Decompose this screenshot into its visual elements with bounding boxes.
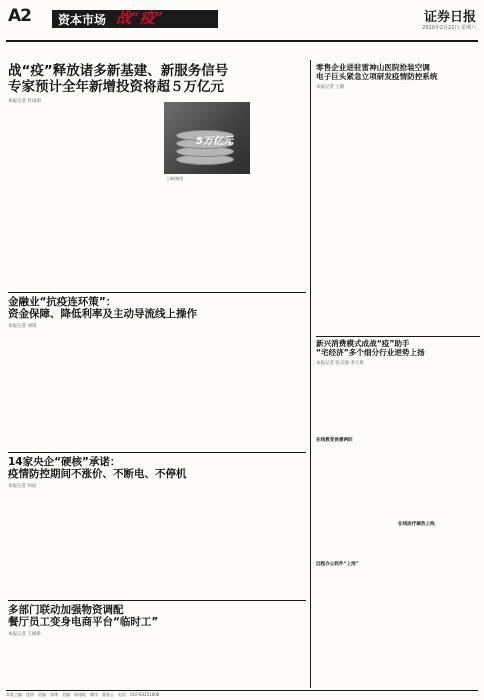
coins-photo [164, 102, 250, 174]
story-air-conditioning [316, 64, 480, 90]
text-column [84, 332, 154, 450]
lead-story-body-mid [164, 186, 252, 288]
text-column [160, 640, 230, 688]
lead-story [8, 64, 298, 104]
story-finance-body [8, 332, 306, 450]
lead-story-body-left [8, 106, 158, 288]
story-divider [8, 292, 306, 293]
text-column [316, 368, 392, 688]
headline-line-2: 疫情防控期间不涨价、不断电、不停机 [8, 468, 187, 481]
text-column [236, 332, 306, 450]
text-column [8, 640, 78, 688]
story-headline [316, 64, 480, 82]
headline-line-2: “宅经济”多个细分行业逆势上扬 [316, 347, 425, 357]
headline-line-1: 新兴消费模式成战“疫”助手 [316, 339, 410, 348]
text-column [401, 94, 480, 330]
story-divider [8, 452, 306, 453]
section-emphasis: 战“疫” [116, 9, 164, 27]
photo-caption: 王琳/制图 [166, 176, 184, 181]
headline-line-1: 14家央企“硬核”承诺： [8, 456, 121, 468]
text-column [256, 100, 306, 288]
headline-line-2: 资金保障、降低利率及主动导流线上操作 [8, 308, 197, 321]
story-logistics [8, 604, 306, 637]
headline-line-2: 电子巨头紧急立项研发疫情防控系统 [316, 71, 438, 81]
headline-line-1: 金融业“抗疫连环策”： [8, 296, 117, 308]
text-column [8, 494, 78, 594]
text-column [84, 494, 154, 594]
page-header [6, 4, 478, 42]
headline-line-2: 餐厅员工变身电商平台“临时工” [8, 616, 159, 629]
lead-story-headline [8, 64, 298, 96]
headline-line-1: 战“疫”释放诸多新基建、新服务信号 [8, 63, 229, 79]
photo-overlay-text: 5万亿元 [196, 136, 233, 147]
headline-line-2: 专家预计全年新增投资将超５万亿元 [8, 78, 224, 95]
story-headline [316, 340, 480, 358]
page-footer: 本版主编：沈明 责编：张博 美编：崔建岐 制作：董春云 电话：010-83251808 [6, 690, 478, 698]
headline-line-1: 多部门联动加强物资调配 [8, 604, 124, 616]
story-air-conditioning-body [316, 94, 480, 330]
story-soe-body [8, 494, 306, 594]
story-byline: 本报记者 何辰 [8, 483, 37, 489]
story-byline: 本报记者 王鹤 [316, 84, 345, 90]
story-divider [316, 336, 480, 337]
subheading-remote-work: 远程办公软件“上岗” [316, 560, 392, 568]
text-column [84, 640, 154, 688]
subheading-online-education: 在线教育供需两旺 [316, 436, 392, 444]
headline-line-1: 零售企业进驻雷神山医院抢装空调 [316, 63, 430, 72]
text-column [8, 106, 80, 288]
story-logistics-body [8, 640, 306, 688]
lead-story-byline: 本报记者 杜雨萌 [8, 98, 41, 104]
story-headline [8, 296, 306, 321]
story-divider [8, 600, 306, 601]
section-prefix: 资本市场 [58, 13, 107, 27]
story-soe [8, 456, 306, 489]
subheading-online-medical: 在线医疗解热上线 [398, 520, 480, 528]
story-byline: 本报记者 王丽新 [8, 631, 41, 637]
story-byline: 本报记者 张志强 李万晨 [316, 360, 364, 366]
text-column [236, 640, 306, 688]
text-column [8, 332, 78, 450]
story-headline [8, 604, 306, 629]
story-stay-home-economy [316, 340, 480, 366]
edition-date: 2020年2月22日 星期六 [422, 25, 476, 31]
lead-story-body-right [256, 100, 306, 288]
story-byline: 本报记者 刘琪 [8, 323, 37, 329]
story-stay-home-economy-body-right [398, 368, 480, 688]
text-column [160, 494, 230, 594]
text-column [236, 494, 306, 594]
story-stay-home-economy-body-left [316, 368, 392, 688]
column-divider [310, 60, 311, 688]
story-headline [8, 456, 306, 481]
section-banner [52, 10, 218, 28]
page-number: A2 [8, 6, 31, 26]
text-column [316, 94, 395, 330]
text-column [160, 332, 230, 450]
story-finance [8, 296, 306, 329]
text-column [398, 368, 480, 688]
masthead-logo: 证券日报 [423, 10, 476, 25]
text-column [86, 106, 158, 288]
text-column [164, 186, 252, 288]
